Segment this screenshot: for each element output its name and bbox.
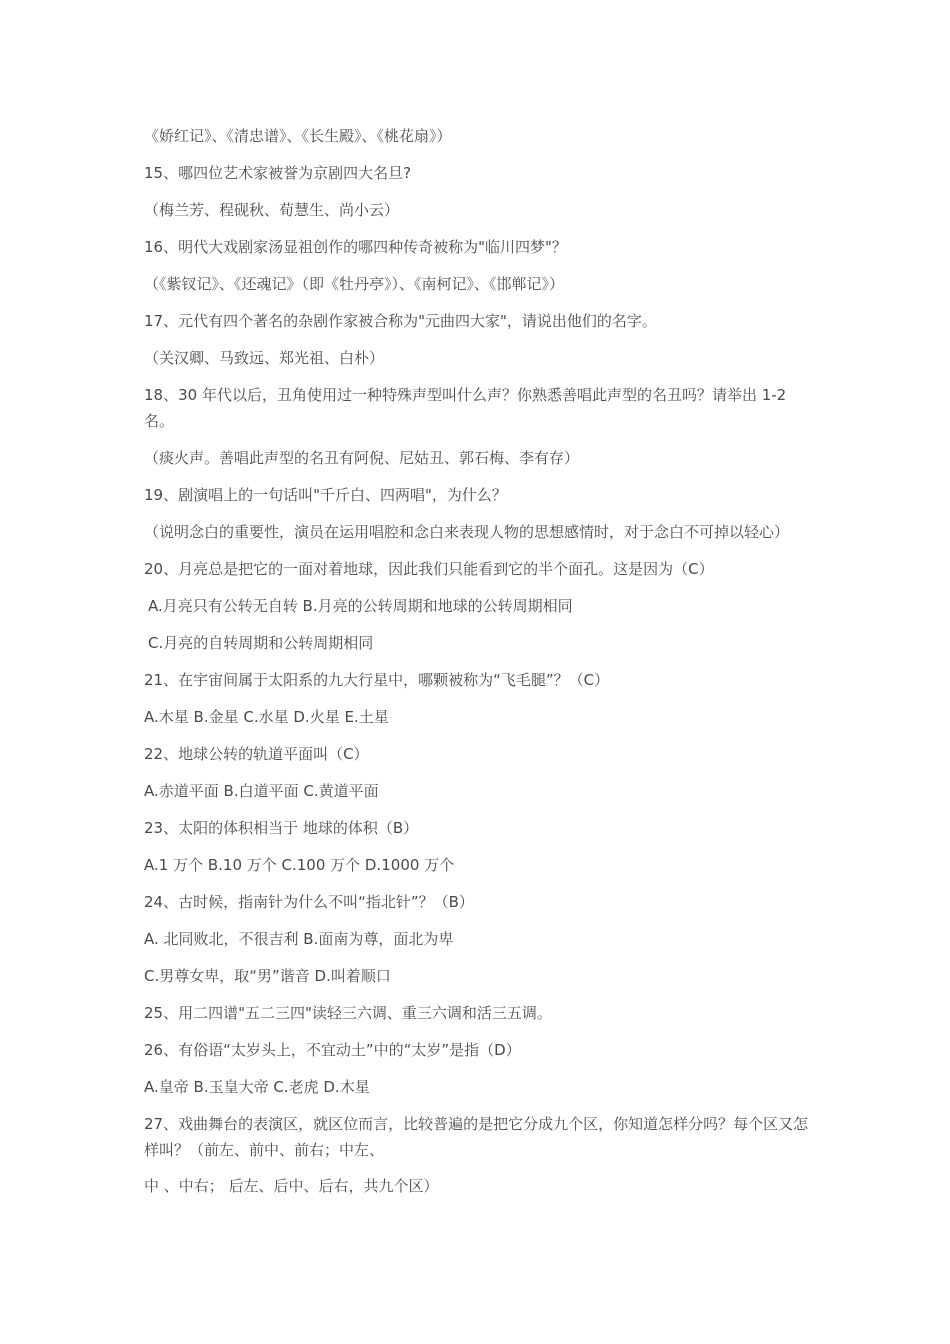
question-20: 20、月亮总是把它的一面对着地球，因此我们只能看到它的半个面孔。这是因为（C） <box>144 560 714 578</box>
question-23: 23、太阳的体积相当于 地球的体积（B） <box>144 819 419 837</box>
options-22: A.赤道平面 B.白道平面 C.黄道平面 <box>144 782 379 800</box>
answer-27: 中 、中右； 后左、后中、后右，共九个区） <box>144 1177 439 1195</box>
text-line: 《娇红记》、《清忠谱》、《长生殿》、《桃花扇》） <box>144 127 452 145</box>
question-17: 17、元代有四个著名的杂剧作家被合称为"元曲四大家"，请说出他们的名字。 <box>144 312 657 330</box>
answer-16: （《紫钗记》、《还魂记》（即《牡丹亭》）、《南柯记》、《邯郸记》） <box>144 275 565 293</box>
options-24-a-b: A. 北同败北，不很吉利 B.面南为尊，面北为卑 <box>144 930 454 948</box>
answer-15: （梅兰芳、程砚秋、荀慧生、尚小云） <box>144 201 400 219</box>
options-23: A.1 万个 B.10 万个 C.100 万个 D.1000 万个 <box>144 856 455 874</box>
answer-19: （说明念白的重要性，演员在运用唱腔和念白来表现人物的思想感情时，对于念白不可掉以轻心） <box>144 523 790 541</box>
options-21: A.木星 B.金星 C.水星 D.火星 E.土星 <box>144 708 389 726</box>
question-16: 16、明代大戏剧家汤显祖创作的哪四种传奇被称为"临川四梦"？ <box>144 238 567 256</box>
document-page <box>144 123 814 1210</box>
question-27: 27、戏曲舞台的表演区，就区位而言，比较普遍的是把它分成九个区，你知道怎样分吗？每个区又怎样叫？（前左、前中、前右；中左、 <box>144 1115 809 1159</box>
answer-17: （关汉卿、马致远、郑光祖、白朴） <box>144 349 385 367</box>
options-20-c: C.月亮的自转周期和公转周期相同 <box>148 634 374 652</box>
question-26: 26、有俗语“太岁头上，不宜动土”中的“太岁”是指（D） <box>144 1041 521 1059</box>
question-21: 21、在宇宙间属于太阳系的九大行星中，哪颗被称为“飞毛腿”？（C） <box>144 671 610 689</box>
question-22: 22、地球公转的轨道平面叫（C） <box>144 745 369 763</box>
question-24: 24、古时候，指南针为什么不叫“指北针”？（B） <box>144 893 474 911</box>
answer-18: （痰火声。善唱此声型的名丑有阿倪、尼姑丑、郭石梅、李有存） <box>144 449 580 467</box>
options-24-c-d: C.男尊女卑，取“男”谐音 D.叫着顺口 <box>144 967 391 985</box>
question-18: 18、30 年代以后，丑角使用过一种特殊声型叫什么声？你熟悉善唱此声型的名丑吗？请举出 1-2 名。 <box>144 386 787 430</box>
options-20-a-b: A.月亮只有公转无自转 B.月亮的公转周期和地球的公转周期相同 <box>148 597 573 615</box>
options-26: A.皇帝 B.玉皇大帝 C.老虎 D.木星 <box>144 1078 370 1096</box>
question-15: 15、哪四位艺术家被誉为京剧四大名旦? <box>144 164 412 182</box>
question-25: 25、用二四谱"五二三四"读轻三六调、重三六调和活三五调。 <box>144 1004 552 1022</box>
question-19: 19、剧演唱上的一句话叫"千斤白、四两唱"，为什么？ <box>144 486 507 504</box>
